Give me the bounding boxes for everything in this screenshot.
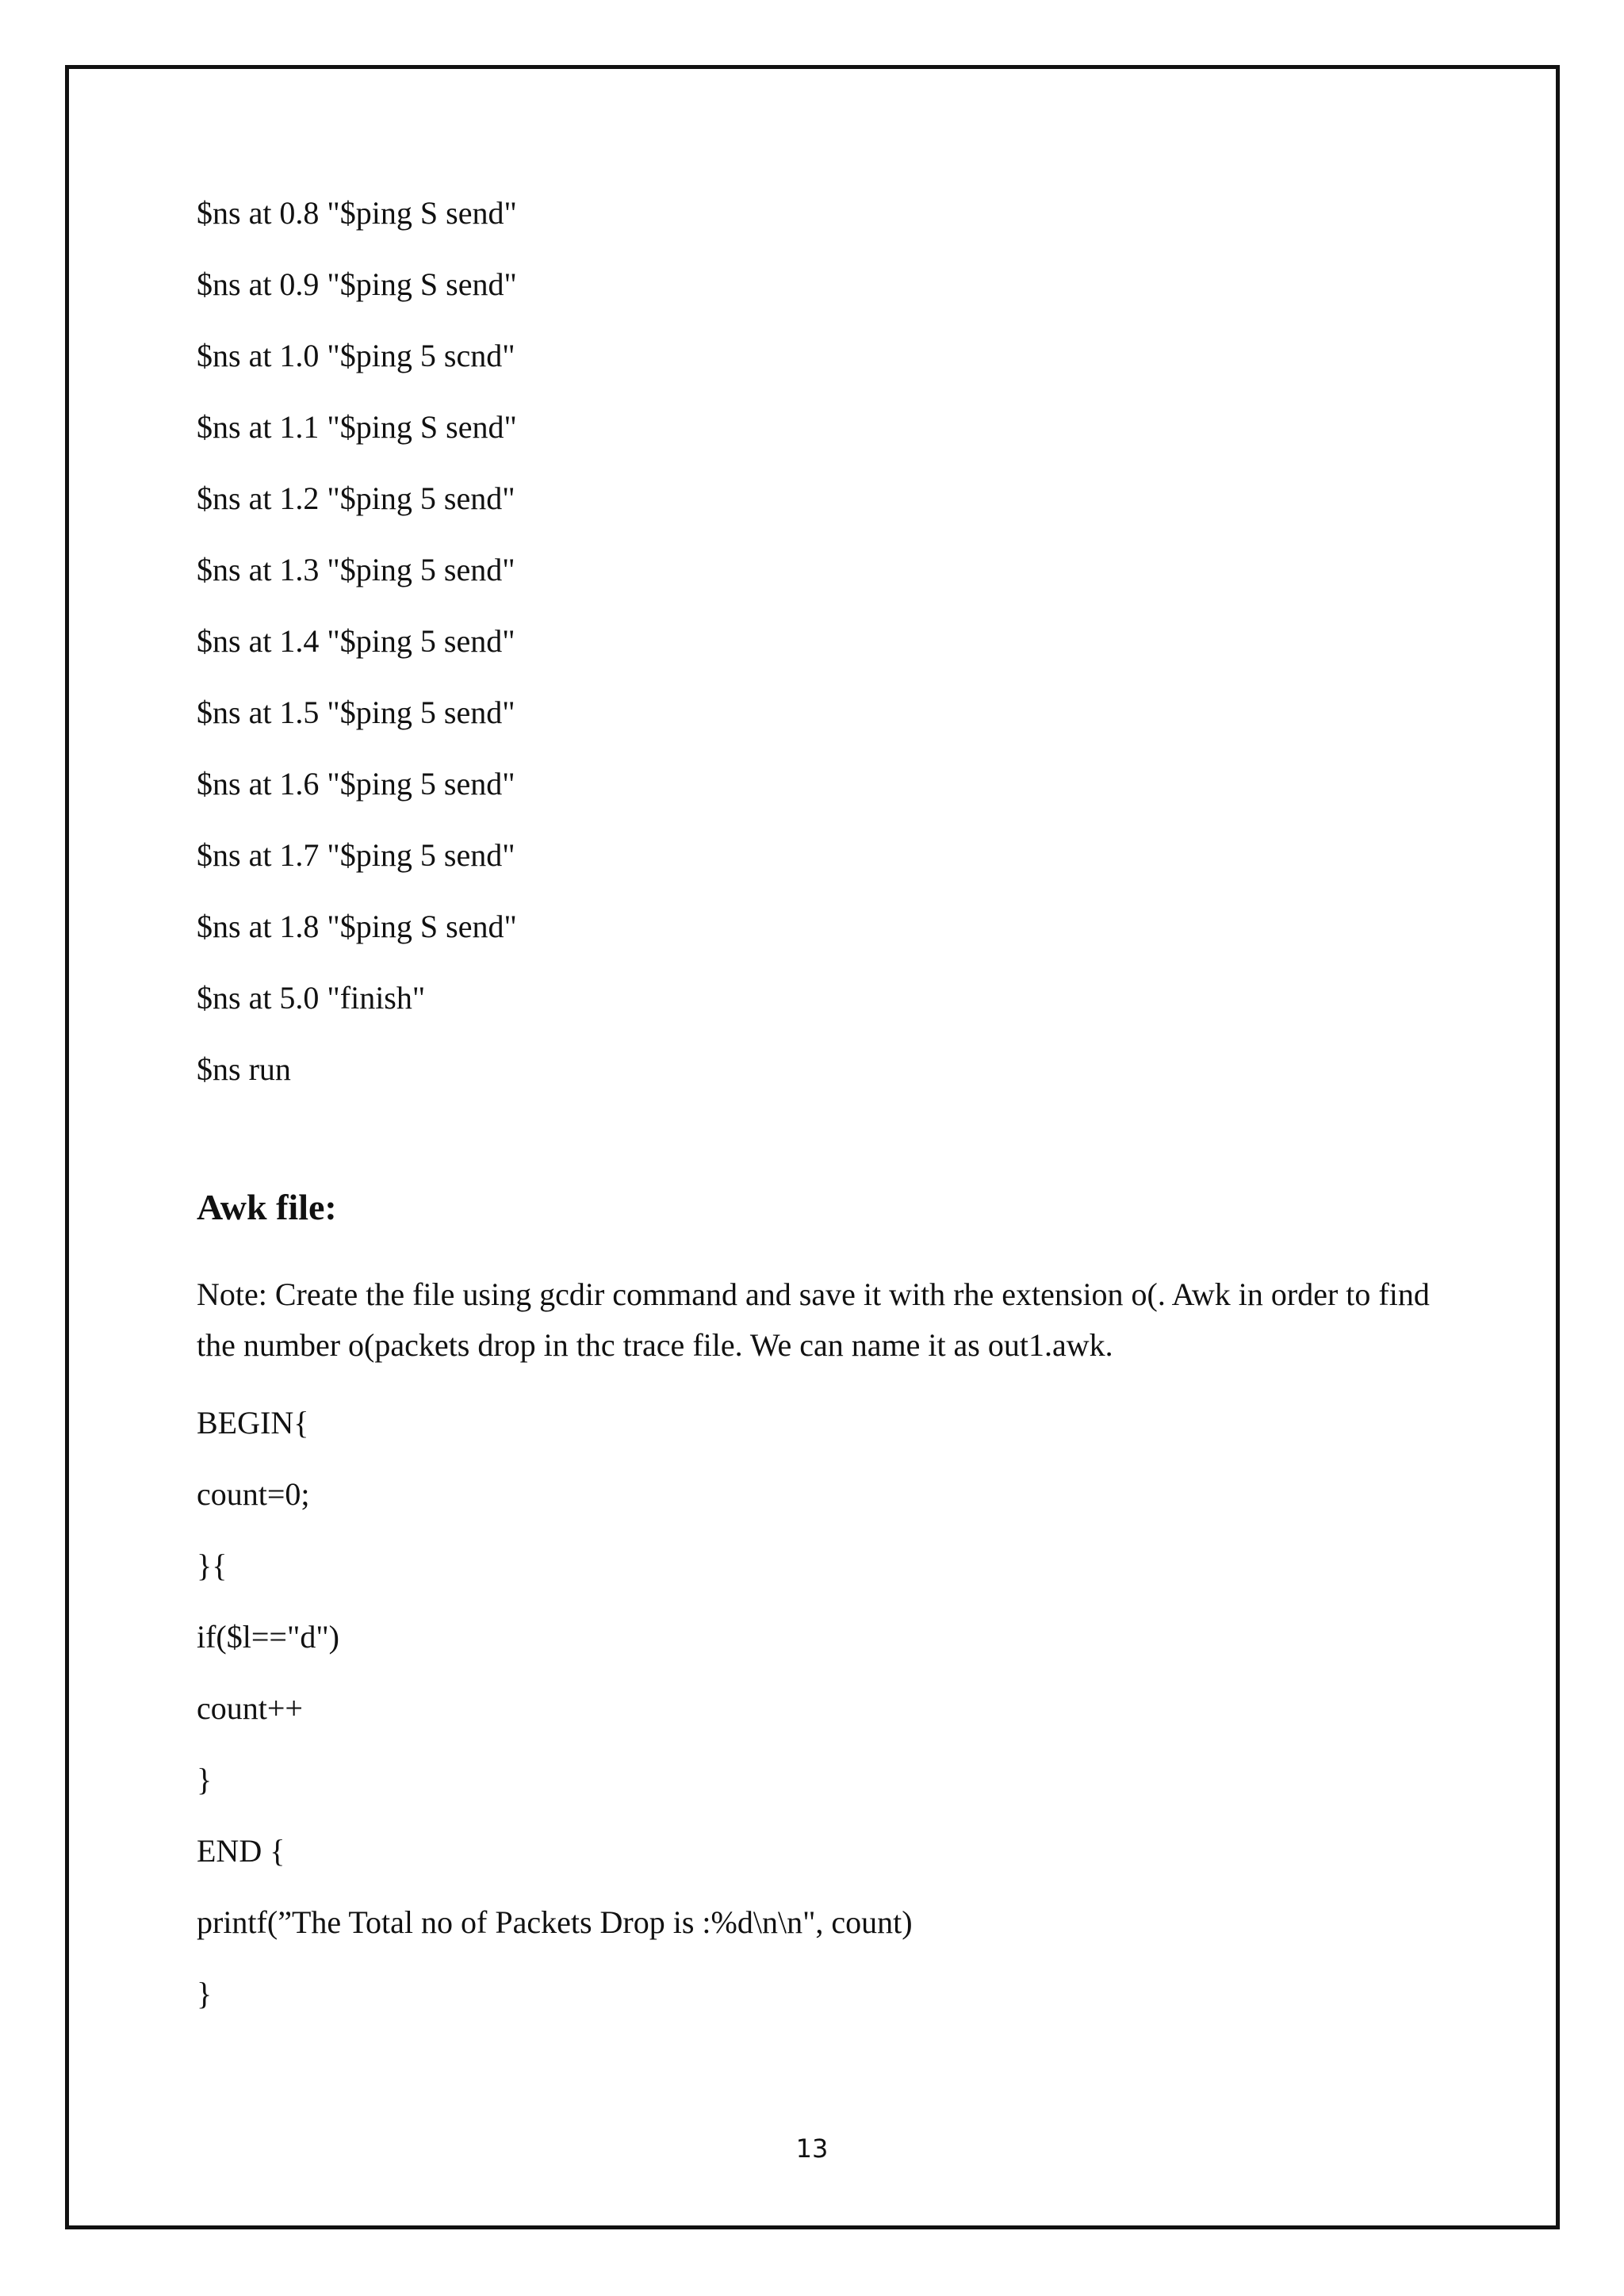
awk-code-line: END {: [197, 1833, 285, 1869]
page-number: 13: [795, 2133, 829, 2164]
page-content: [197, 194, 1434, 2046]
script-line: $ns at 5.0 "finish": [197, 980, 426, 1016]
script-line: $ns at 1.0 "$ping 5 scnd": [197, 338, 515, 373]
script-line: $ns at 0.9 "$ping S send": [197, 266, 517, 302]
section-spacer: [197, 1122, 1434, 1185]
section-heading: Awk file:: [197, 1187, 337, 1227]
awk-code-line: }: [197, 1762, 213, 1797]
script-line: $ns at 1.3 "$ping 5 send": [197, 552, 515, 587]
script-line: $ns at 1.4 "$ping 5 send": [197, 623, 515, 659]
script-line: $ns at 1.7 "$ping 5 send": [197, 837, 515, 873]
awk-code-line: count=0;: [197, 1476, 310, 1512]
awk-code-block: [197, 1404, 1434, 2013]
tcl-script-block: [197, 194, 1434, 1089]
script-line: $ns at 0.8 "$ping S send": [197, 195, 517, 231]
script-line: $ns at 1.8 "$ping S send": [197, 909, 517, 944]
awk-section: [197, 1185, 1434, 2013]
awk-code-line: }: [197, 1976, 213, 2011]
script-line: $ns run: [197, 1051, 291, 1087]
note-paragraph: Note: Create the file using gcdir command and save it with rhe extension o(. Awk in order to find the number o(packets drop in thc trace file. We can name it as out1.awk.: [197, 1276, 1430, 1363]
awk-code-line: }{: [197, 1548, 228, 1583]
awk-code-line: count++: [197, 1690, 303, 1726]
script-line: $ns at 1.2 "$ping 5 send": [197, 480, 515, 516]
script-line: $ns at 1.5 "$ping 5 send": [197, 695, 515, 730]
awk-code-line: BEGIN{: [197, 1405, 309, 1441]
script-line: $ns at 1.1 "$ping S send": [197, 409, 517, 445]
script-line: $ns at 1.6 "$ping 5 send": [197, 766, 515, 802]
awk-code-line: printf(”The Total no of Packets Drop is :%d\n\n", count): [197, 1904, 913, 1940]
awk-code-line: if($l=="d"): [197, 1619, 339, 1655]
